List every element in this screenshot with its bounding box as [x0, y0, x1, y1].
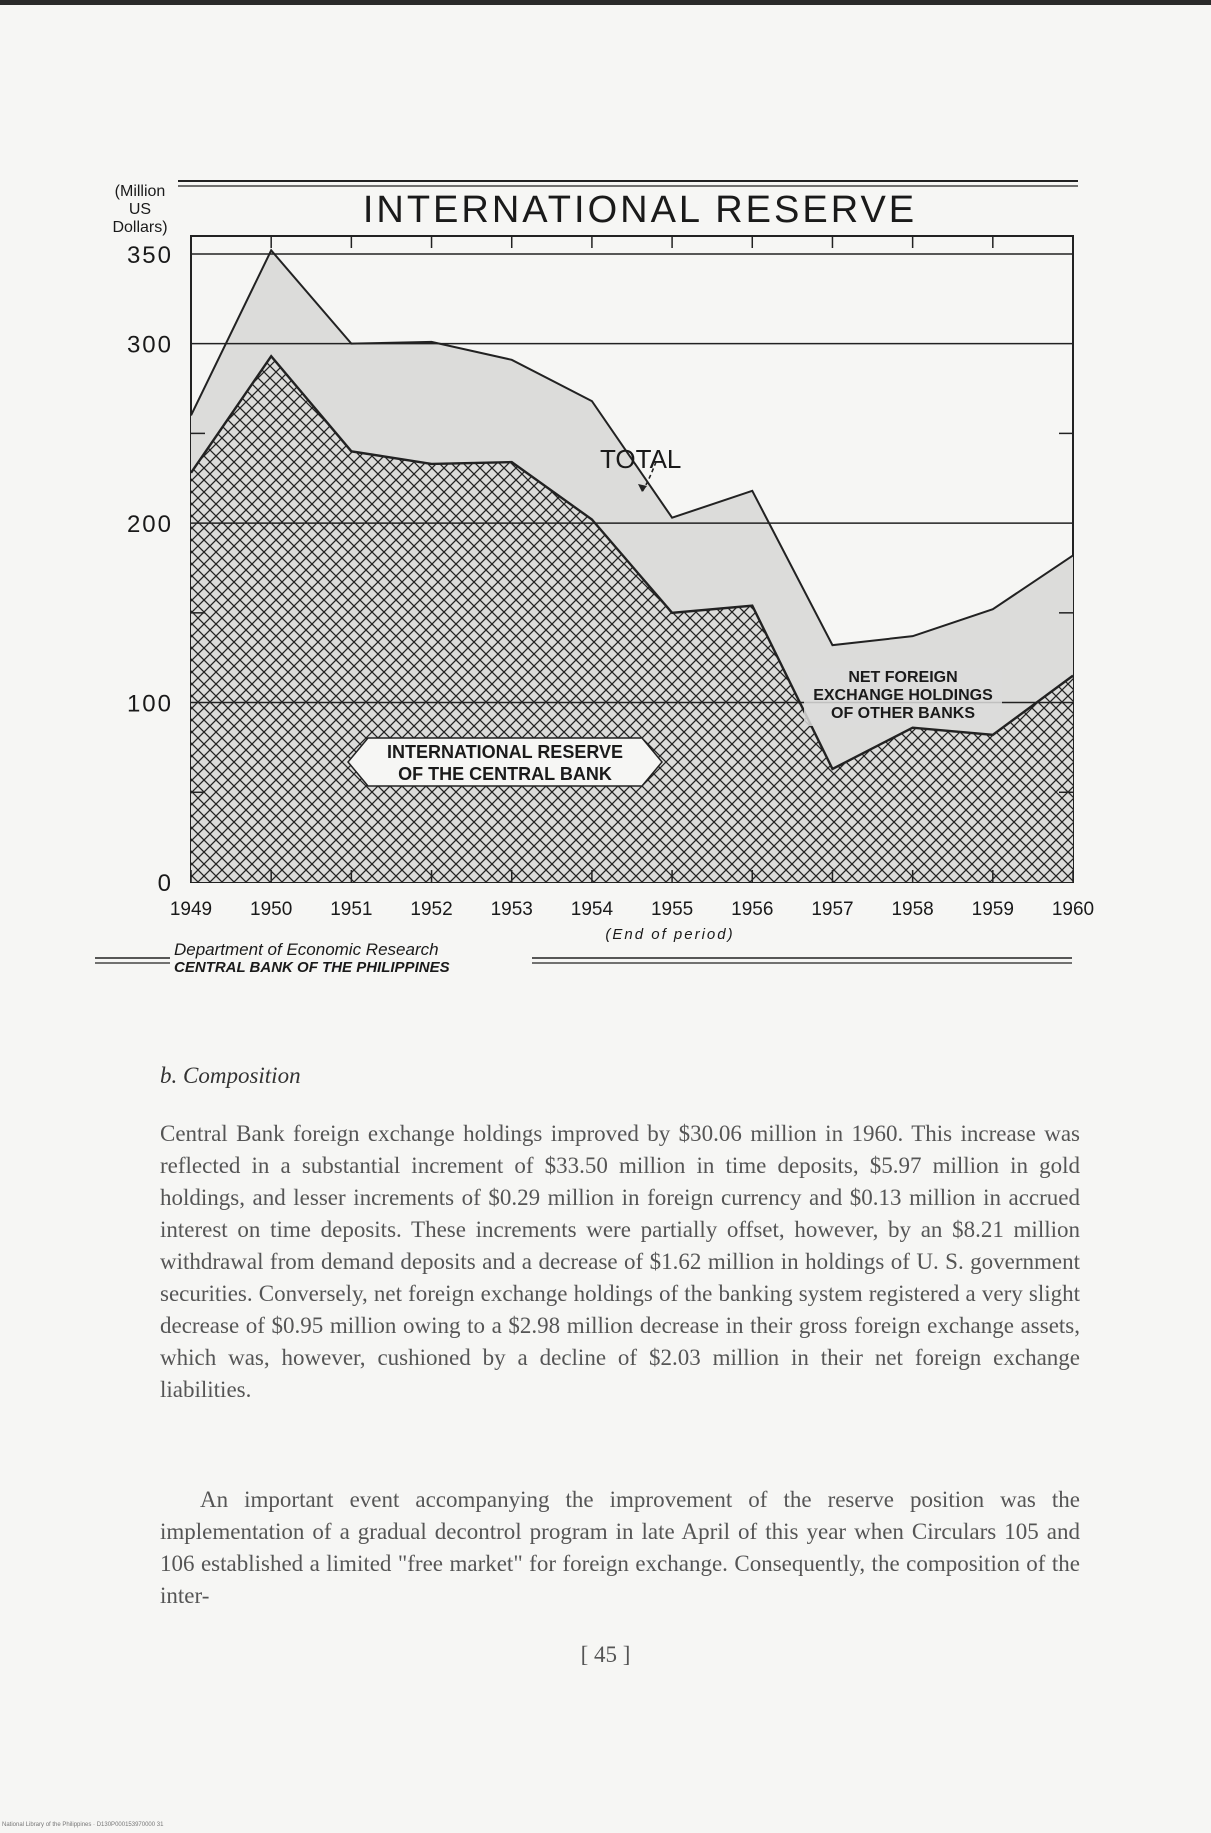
other-banks-label-line-1: NET FOREIGN: [848, 669, 958, 686]
x-tick-label-1959: 1959: [971, 899, 1014, 920]
x-tick-label-1950: 1950: [250, 899, 293, 920]
y-axis-unit-line-3: Dollars): [112, 219, 168, 236]
y-tick-label-0: 0: [157, 870, 173, 897]
x-tick-label-1960: 1960: [1051, 899, 1095, 920]
body-paragraph-1-text: Central Bank foreign exchange holdings improved by $30.06 million in 1960. This increase was reflected in a substantial increment of $33.50 million in time deposits, $5.97 million in gold holdings, and lesser increments of $0.29 million in foreign currency and $0.13 million in accrued interest on time deposits. These increments were partially offset, however, by an $8.21 million withdrawal from demand deposits and a decrease of $1.62 million in holdings of U. S. government securities. Conversely, net foreign exchange holdings of the banking system registered a very slight decrease of $0.95 million owing to a $2.98 million decrease in their gross foreign exchange assets, which was, however, cushioned by a decline of $2.03 million in their net foreign exchange liabilities.: [160, 1121, 1080, 1402]
total-label: TOTAL: [600, 444, 682, 474]
x-tick-label-1951: 1951: [330, 899, 373, 920]
x-tick-label-1954: 1954: [570, 899, 614, 920]
x-tick-label-1956: 1956: [731, 899, 774, 920]
other-banks-label: [804, 668, 1002, 726]
section-heading: b. Composition: [160, 1063, 301, 1088]
x-tick-label-1958: 1958: [891, 899, 934, 920]
plot-area: [127, 236, 1094, 920]
other-banks-label-line-3: OF OTHER BANKS: [831, 705, 975, 722]
body-paragraph-2-text: An important event accompanying the improvement of the reserve position was the implementation of a gradual decontrol program in late April of this year when Circulars 105 and 106 established a limited "free market" for foreign exchange. Consequently, the composition of the inter-: [160, 1487, 1080, 1608]
chart-title: INTERNATIONAL RESERVE: [362, 189, 918, 231]
y-tick-label-100: 100: [126, 690, 173, 718]
source-line-2: CENTRAL BANK OF THE PHILIPPINES: [174, 959, 450, 976]
page-number: [ 45 ]: [580, 1642, 631, 1667]
x-tick-label-1949: 1949: [169, 899, 213, 920]
y-tick-label-300: 300: [126, 331, 173, 359]
x-tick-label-1952: 1952: [410, 899, 453, 920]
body-paragraph-2: [160, 1484, 1080, 1612]
central-bank-label-line-1: INTERNATIONAL RESERVE: [386, 742, 624, 762]
x-tick-label-1957: 1957: [811, 899, 854, 920]
y-axis-unit-line-1: (Million: [114, 183, 166, 200]
y-tick-label-200: 200: [126, 511, 173, 539]
central-bank-label: [348, 738, 662, 786]
x-tick-label-1953: 1953: [490, 899, 533, 920]
central-bank-label-line-2: OF THE CENTRAL BANK: [398, 764, 612, 784]
y-tick-label-350: 350: [126, 241, 173, 269]
body-paragraph-1: [160, 1118, 1080, 1406]
x-axis-note: (End of period): [605, 926, 735, 943]
scan-footer-text: National Library of the Philippines · D130P000153970000 31: [2, 1822, 164, 1828]
x-tick-label-1955: 1955: [650, 899, 694, 920]
source-line-1: Department of Economic Research: [174, 940, 439, 959]
other-banks-label-line-2: EXCHANGE HOLDINGS: [813, 687, 993, 704]
y-axis-unit-line-2: US: [128, 201, 152, 218]
